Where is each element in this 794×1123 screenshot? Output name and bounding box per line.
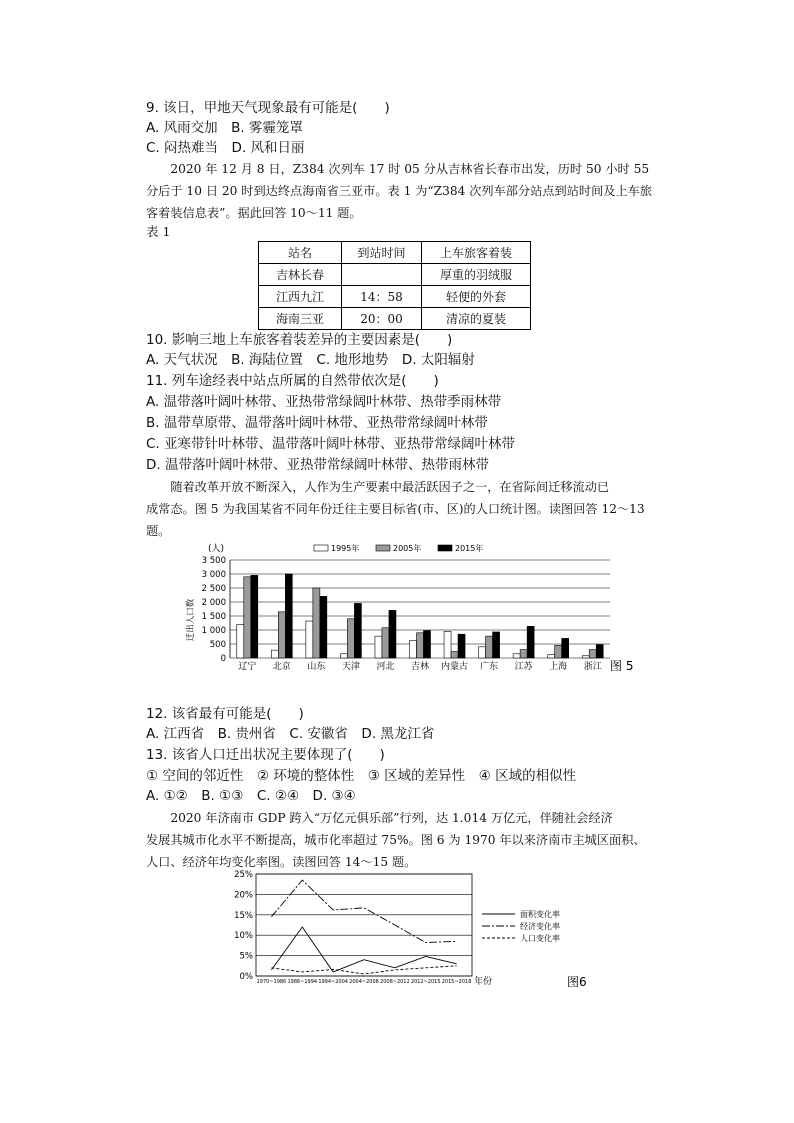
x-tick-label: 1986~1994 — [287, 979, 318, 985]
bar — [237, 624, 244, 658]
bar — [589, 650, 596, 658]
bar — [354, 603, 361, 658]
q13-options: A. ①② B. ①③ C. ②④ D. ③④ — [146, 788, 356, 804]
table-cell: 江西九江 — [259, 286, 342, 308]
y-tick-label: 3 500 — [201, 556, 226, 566]
x-tick-label: 2008~2012 — [380, 979, 410, 985]
bar — [458, 634, 465, 658]
table-row — [259, 264, 531, 286]
passage-2-line: 成常态。图 5 为我国某省不同年份迁往主要目标省(市、区)的人口统计图。读图回答 12～13 — [146, 502, 645, 516]
x-tick-label: 1994~2004 — [318, 979, 348, 985]
legend-swatch — [438, 545, 452, 551]
bar — [513, 654, 520, 658]
table-row — [259, 308, 531, 330]
table-cell: 14：58 — [342, 286, 422, 308]
x-tick-label: 吉林 — [410, 662, 430, 672]
q10-stem: 10. 影响三地上车旅客着装差异的主要因素是( ) — [146, 332, 453, 348]
y-tick-label: 0% — [239, 972, 253, 982]
figure-5-label: 图 5 — [610, 659, 634, 673]
plot-frame — [256, 874, 472, 976]
passage-2-line: 随着改革开放不断深入，人作为生产要素中最活跃因子之一，在省际间迁移流动已 — [146, 480, 610, 494]
y-tick-label: 15% — [234, 910, 253, 921]
legend-label: 2015年 — [455, 544, 484, 553]
bar — [527, 626, 534, 658]
passage-1-line: 2020 年 12 月 8 日，Z384 次列车 17 时 05 分从吉林省长春市出发，历时 50 小时 55 — [146, 162, 650, 176]
q13-items: ① 空间的邻近性 ② 环境的整体性 ③ 区域的差异性 ④ 区域的相似性 — [146, 768, 577, 784]
q11-option-d: D. 温带落叶阔叶林带、亚热带常绿阔叶林带、热带雨林带 — [146, 457, 489, 473]
q11-option-a: A. 温带落叶阔叶林带、亚热带常绿阔叶林带、热带季雨林带 — [146, 394, 502, 410]
series-line — [271, 966, 456, 974]
passage-1-line: 客着装信息表”。据此回答 10～11 题。 — [146, 206, 362, 220]
table-row — [259, 286, 531, 308]
bar — [548, 655, 555, 658]
y-tick-label: 2 500 — [201, 584, 226, 594]
x-tick-label: 上海 — [549, 662, 568, 672]
passage-2-line: 题。 — [146, 524, 171, 538]
passage-2 — [146, 476, 676, 542]
bar — [582, 656, 589, 658]
bar — [271, 650, 278, 658]
figure-5-bar-chart — [180, 540, 640, 675]
x-tick-label: 2004~2008 — [349, 979, 379, 985]
q9-stem: 9. 该日，甲地天气现象最有可能是( ) — [146, 100, 390, 116]
x-tick-label: 2012~2015 — [410, 979, 441, 985]
q9-options-ab: A. 风雨交加 B. 雾霾笼罩 — [146, 120, 303, 136]
table-cell: 20：00 — [342, 308, 422, 330]
q9-options-cd: C. 闷热难当 D. 风和日丽 — [146, 140, 305, 156]
legend-swatch — [376, 545, 390, 551]
legend-label: 面积变化率 — [520, 910, 560, 919]
y-tick-label: 3 000 — [201, 570, 226, 580]
table-cell: 海南三亚 — [259, 308, 342, 330]
bar — [347, 619, 354, 658]
bar — [520, 650, 527, 658]
legend-label: 1995年 — [331, 544, 360, 553]
y-tick-label: 5% — [239, 951, 253, 962]
q11-option-c: C. 亚寒带针叶林带、温带落叶阔叶林带、亚热带常绿阔叶林带 — [146, 436, 516, 452]
figure-6-x-axis-label: 年份 — [474, 977, 493, 987]
y-tick-label: 2 000 — [201, 598, 226, 608]
legend-label: 经济变化率 — [520, 922, 560, 931]
figure-6-line-chart — [220, 866, 600, 991]
passage-1 — [146, 158, 676, 224]
x-tick-label: 河北 — [376, 662, 395, 672]
bar — [251, 575, 258, 658]
legend-swatch — [314, 545, 328, 551]
bar — [493, 632, 500, 658]
passage-3-line: 人口、经济年均变化率图。读图回答 14～15 题。 — [146, 855, 417, 869]
bar — [389, 610, 396, 658]
table-header-cell: 站名 — [259, 242, 342, 264]
x-tick-label: 北京 — [272, 662, 291, 672]
y-tick-label: 10% — [234, 931, 253, 942]
legend-label: 人口变化率 — [520, 934, 560, 943]
passage-3-line: 2020 年济南市 GDP 跨入“万亿元俱乐部”行列，达 1.014 万亿元，伴随社会经济 — [146, 811, 613, 825]
x-tick-label: 1970~1986 — [256, 979, 287, 985]
table-cell: 厚重的羽绒服 — [422, 264, 531, 286]
bar — [444, 631, 451, 658]
bar — [382, 628, 389, 658]
q12-options: A. 江西省 B. 贵州省 C. 安徽省 D. 黑龙江省 — [146, 726, 435, 742]
passage-3 — [146, 807, 676, 873]
passage-3-line: 发展其城市化水平不断提高，城市化率超过 75%。图 6 为 1970 年以来济南市主城区面积、 — [146, 833, 646, 847]
bar — [375, 636, 382, 658]
table-cell: 吉林长春 — [259, 264, 342, 286]
table-cell — [342, 264, 422, 286]
x-tick-label: 江苏 — [514, 662, 533, 672]
y-tick-label: 500 — [209, 640, 226, 650]
table-cell: 轻便的外套 — [422, 286, 531, 308]
q13-stem: 13. 该省人口迁出状况主要体现了( ) — [146, 747, 385, 763]
x-tick-label: 天津 — [341, 662, 360, 672]
bar — [424, 631, 431, 658]
table-1 — [258, 241, 531, 330]
bar — [285, 574, 292, 658]
bar — [451, 652, 458, 658]
table-1-caption: 表 1 — [146, 224, 171, 239]
bar — [555, 645, 562, 658]
x-tick-label: 山东 — [307, 662, 326, 672]
passage-1-line: 分后于 10 日 20 时到达终点海南省三亚市。表 1 为“Z384 次列车部分站点到站时间及上车旅 — [146, 184, 653, 198]
figure-5-y-axis-label: 迁出人口数 — [186, 598, 196, 642]
bar — [306, 621, 313, 658]
bar — [479, 647, 486, 658]
y-tick-label: 0 — [220, 654, 226, 664]
figure-5-unit-label: (人) — [208, 544, 225, 554]
x-tick-label: 广东 — [480, 662, 499, 672]
y-tick-label: 1 000 — [201, 626, 226, 636]
series-line — [271, 927, 456, 972]
bar — [244, 577, 251, 658]
bar — [562, 638, 569, 658]
bar — [313, 588, 320, 658]
bar — [486, 636, 493, 658]
bar — [320, 596, 327, 658]
legend-label: 2005年 — [393, 544, 422, 553]
table-cell: 清凉的夏装 — [422, 308, 531, 330]
q11-option-b: B. 温带草原带、温带落叶阔叶林带、亚热带常绿阔叶林带 — [146, 415, 488, 431]
q10-options: A. 天气状况 B. 海陆位置 C. 地形地势 D. 太阳辐射 — [146, 352, 475, 368]
q11-stem: 11. 列车途经表中站点所属的自然带依次是( ) — [146, 373, 439, 389]
series-line — [271, 880, 456, 942]
y-tick-label: 20% — [234, 890, 253, 901]
x-tick-label: 辽宁 — [238, 662, 257, 672]
bar — [340, 654, 347, 658]
table-header-cell: 到站时间 — [342, 242, 422, 264]
bar — [410, 641, 417, 658]
table-header-row — [259, 242, 531, 264]
y-tick-label: 25% — [234, 870, 253, 880]
bar — [596, 645, 603, 658]
x-tick-label: 2015~2018 — [441, 979, 472, 985]
table-header-cell: 上车旅客着装 — [422, 242, 531, 264]
x-tick-label: 浙江 — [583, 662, 602, 672]
bar — [417, 633, 424, 658]
y-tick-label: 1 500 — [201, 612, 226, 622]
x-tick-label: 内蒙古 — [441, 662, 469, 672]
bar — [278, 612, 285, 658]
figure-6-label: 图6 — [567, 975, 587, 989]
q12-stem: 12. 该省最有可能是( ) — [146, 706, 304, 722]
